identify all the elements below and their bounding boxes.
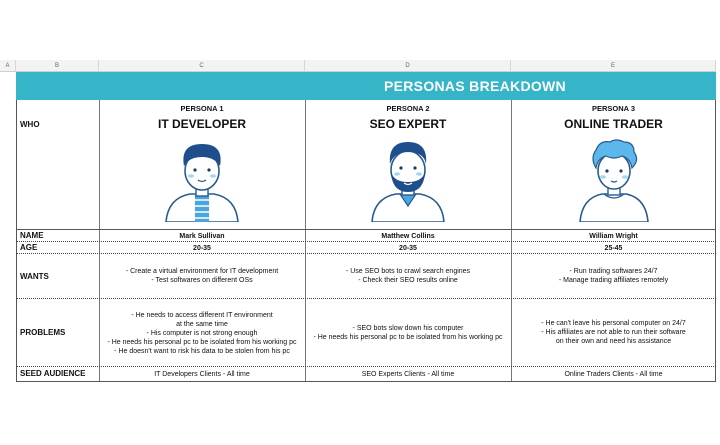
spreadsheet: [0, 60, 720, 382]
persona-1-problems[interactable]: [99, 311, 305, 356]
persona-3-seed-audience[interactable]: Online Traders Clients - All time: [564, 371, 663, 378]
persona-2-name[interactable]: Matthew Collins: [381, 233, 435, 240]
persona-1-seed-audience[interactable]: IT Developers Clients - All time: [154, 371, 250, 378]
persona-1-name[interactable]: Mark Sullivan: [179, 233, 225, 240]
persona-1-problem-line: - He needs to access different IT environment: [131, 312, 273, 319]
persona-3-problem-line: on their own and need his assistance: [555, 338, 672, 345]
persona-3-wants[interactable]: [511, 267, 716, 285]
persona-2-age[interactable]: 20-35: [399, 245, 417, 252]
persona-1-problem-line: - His computer is not strong enough: [146, 330, 258, 337]
row-divider: [16, 253, 716, 254]
persona-2-tag[interactable]: PERSONA 2: [386, 104, 430, 113]
row-divider: [16, 381, 716, 382]
persona-1-wants[interactable]: [99, 267, 305, 285]
persona-1-want-line: - Test softwares on different OSs: [151, 277, 253, 284]
column-header-a[interactable]: A: [0, 60, 16, 72]
column-header-d[interactable]: D: [305, 60, 511, 72]
persona-3-problem-line: - He can't leave his personal computer on 24/7: [541, 320, 686, 327]
row-label-problems[interactable]: PROBLEMS: [20, 328, 66, 337]
column-header-c[interactable]: C: [99, 60, 305, 72]
column-header-e[interactable]: E: [511, 60, 716, 72]
banner-title: PERSONAS BREAKDOWN: [384, 78, 566, 94]
row-label-name[interactable]: NAME: [20, 231, 44, 240]
persona-1-want-line: - Create a virtual environment for IT development: [125, 268, 279, 275]
persona-2-want-line: - Use SEO bots to crawl search engines: [345, 268, 471, 275]
persona-2-want-line: - Check their SEO results online: [358, 277, 458, 284]
persona-1-problem-line: at the same time: [176, 321, 228, 328]
row-label-age[interactable]: AGE: [20, 243, 38, 252]
row-label-who[interactable]: WHO: [20, 120, 40, 129]
column-header-b[interactable]: B: [16, 60, 99, 72]
persona-1-problem-line: - He doesn't want to risk his data to be stolen from his pc: [114, 348, 290, 355]
developer-avatar-icon: [160, 136, 244, 222]
persona-3-want-line: - Manage trading affiliates remotely: [558, 277, 669, 284]
banner-cell[interactable]: [16, 72, 716, 100]
persona-2-problem-line: - He needs his personal pc to be isolated from his working pc: [313, 334, 503, 341]
persona-1-age[interactable]: 20-35: [193, 245, 211, 252]
row-divider: [16, 366, 716, 367]
seo-expert-avatar-icon: [366, 136, 450, 222]
trader-avatar-icon: [572, 136, 656, 222]
persona-1-tag[interactable]: PERSONA 1: [180, 104, 224, 113]
persona-2-wants[interactable]: [305, 267, 511, 285]
persona-2-seed-audience[interactable]: SEO Experts Clients - All time: [361, 371, 455, 378]
persona-3-name[interactable]: William Wright: [589, 233, 638, 240]
persona-3-age[interactable]: 25-45: [604, 245, 623, 252]
persona-3-problems[interactable]: [511, 319, 716, 346]
row-label-seed-audience[interactable]: SEED AUDIENCE: [20, 369, 86, 378]
persona-2-problem-line: - SEO bots slow down his computer: [352, 325, 464, 332]
persona-3-title[interactable]: ONLINE TRADER: [564, 117, 663, 131]
persona-3-problem-line: - His affiliates are not able to run their software: [541, 329, 686, 336]
persona-2-title[interactable]: SEO EXPERT: [369, 117, 447, 131]
persona-1-problem-line: - He needs his personal pc to be isolated from his working pc: [107, 339, 297, 346]
persona-2-problems[interactable]: [305, 324, 511, 342]
row-divider: [16, 229, 716, 230]
row-divider: [16, 241, 716, 242]
persona-3-want-line: - Run trading softwares 24/7: [569, 268, 658, 275]
row-divider: [16, 298, 716, 299]
persona-3-tag[interactable]: PERSONA 3: [591, 104, 636, 113]
persona-1-title[interactable]: IT DEVELOPER: [157, 117, 246, 131]
row-label-wants[interactable]: WANTS: [20, 272, 49, 281]
